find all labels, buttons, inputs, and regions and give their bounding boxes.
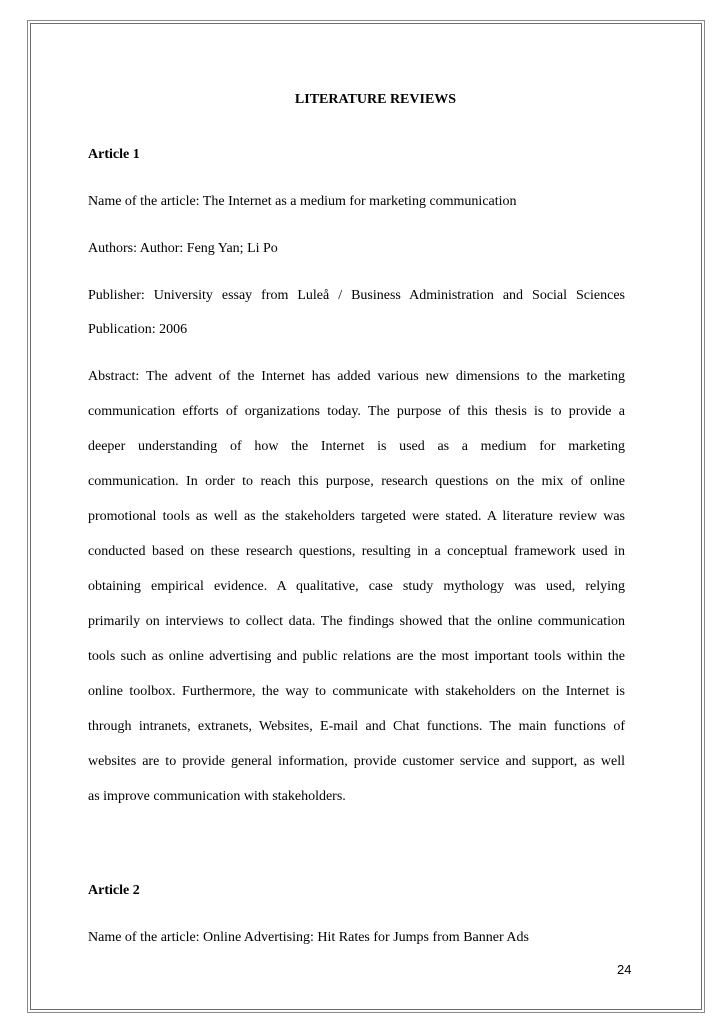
article-1-authors: Authors: Author: Feng Yan; Li Po [88, 241, 278, 256]
abstract-line: deeper understanding of how the Internet is used as a medium for marketing [88, 439, 625, 454]
abstract-line: tools such as online advertising and public relations are the most important tools within the [88, 649, 625, 664]
article-1-heading: Article 1 [88, 147, 140, 162]
abstract-line: conducted based on these research questions, resulting in a conceptual framework used in [88, 544, 625, 559]
abstract-line: through intranets, extranets, Websites, E-mail and Chat functions. The main functions of [88, 719, 625, 734]
abstract-line: websites are to provide general information, provide customer service and support, as well [88, 754, 625, 769]
article-1-publication: Publication: 2006 [88, 322, 188, 337]
article-2-name: Name of the article: Online Advertising: Hit Rates for Jumps from Banner Ads [88, 930, 529, 945]
document-title: LITERATURE REVIEWS [294, 92, 457, 107]
abstract-line: promotional tools as well as the stakeholders targeted were stated. A literature review was [88, 509, 625, 524]
article-1-publisher: Publisher: University essay from Luleå / Business Administration and Social Sciences [88, 288, 625, 303]
article-2-heading: Article 2 [88, 883, 140, 898]
abstract-line: primarily on interviews to collect data. The findings showed that the online communication [88, 614, 625, 629]
abstract-line: online toolbox. Furthermore, the way to communicate with stakeholders on the Internet is [88, 684, 625, 699]
abstract-line: communication efforts of organizations today. The purpose of this thesis is to provide a [88, 404, 625, 419]
article-1-name: Name of the article: The Internet as a medium for marketing communication [88, 194, 517, 209]
abstract-line: communication. In order to reach this purpose, research questions on the mix of online [88, 474, 625, 489]
article-1-abstract [88, 366, 625, 808]
document-body [88, 89, 625, 949]
abstract-line: Abstract: The advent of the Internet has added various new dimensions to the marketing [88, 369, 625, 384]
abstract-line: obtaining empirical evidence. A qualitative, case study mythology was used, relying [88, 579, 625, 594]
page-number: 24 [617, 962, 632, 977]
abstract-line: as improve communication with stakeholders. [88, 789, 346, 804]
